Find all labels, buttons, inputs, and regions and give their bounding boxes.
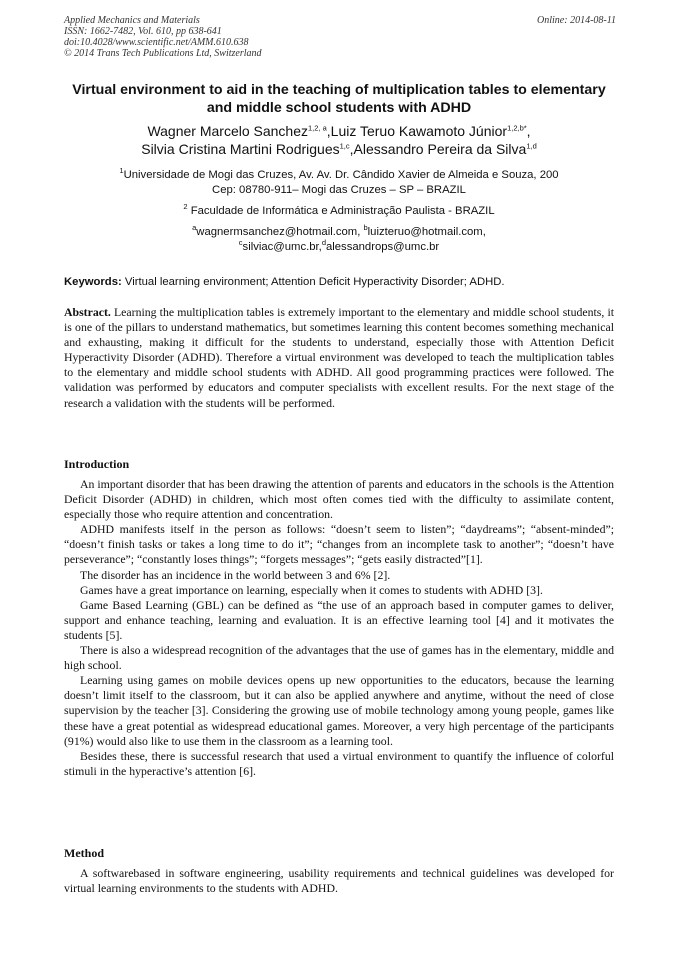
paragraph: ADHD manifests itself in the person as follows: “doesn’t seem to listen”; “daydreams”; “absent-minded”; “doesn’t finish tasks or takes a long time to do it”; “changes from an incomplete task to another”; “doesn’t have perseverance”; “constantly loses things”; “forgets messages”; “gets easily distracted”[1]. (64, 522, 614, 567)
section-heading-method: Method (64, 846, 104, 860)
keywords-text: Virtual learning environment; Attention Deficit Hyperactivity Disorder; ADHD. (121, 276, 505, 288)
author-line-1 (64, 122, 614, 140)
author-affiliation-mark: 1,d (526, 141, 537, 151)
author-separator: , (526, 123, 531, 139)
paragraph: Besides these, there is successful research that used a virtual environment to quantify the influence of colorful stimuli in the hyperactive’s attention [6]. (64, 748, 614, 778)
affiliation-1 (64, 168, 614, 197)
paragraph: Learning using games on mobile devices opens up new opportunities to the educators, because the learning doesn’t limit itself to the classroom, but it can also be applied anywhere and anytime, without the need of close supervision by the teacher [3]. Considering the growing use of mobile technology among young people, games like these have a great potential as widespread educational games. Moreover, a very high percentage of the participants (91%) would also like to use them in the classroom as a learning tool. (64, 673, 614, 748)
journal-issn: ISSN: 1662-7482, Vol. 610, pp 638-641 (64, 26, 222, 37)
abstract-text: Learning the multiplication tables is extremely important to the elementary and middle school students, it is one of the pillars to understand mathematics, but sometimes learning this content becomes something mechanical and exhausting, making it difficult for the students to understand, especially those with Attention Deficit Hyperactivity Disorder (ADHD). Therefore a virtual environment was developed to teach the multiplication tables to the elementary and middle school students with ADHD. All good programming practices were followed. The validation was performed by educators and computer specialists with excellent results. For the next stage of the research a validation with the students will be performed. (64, 305, 614, 410)
paragraph: Games have a great importance on learning, especially when it comes to students with ADHD [3]. (80, 582, 543, 597)
author-list (64, 122, 614, 158)
paragraph: The disorder has an incidence in the world between 3 and 6% [2]. (80, 567, 391, 582)
paragraph: There is also a widespread recognition of the advantages that the use of games has in the elementary, middle and high school. (64, 643, 614, 673)
affiliation-text: Universidade de Mogi das Cruzes, Av. Av. Dr. Cândido Xavier de Almeida e Souza, 200 (123, 169, 559, 181)
journal-doi: doi:10.4028/www.scientific.net/AMM.610.638 (64, 37, 249, 48)
paragraph: A softwarebased in software engineering, usability requirements and technical guidelines was developed for virtual learning environments to the students with ADHD. (64, 866, 614, 896)
author-affiliation-mark: 1,2, a (308, 123, 327, 133)
journal-name: Applied Mechanics and Materials (64, 15, 200, 26)
introduction-body (64, 477, 614, 779)
author-affiliation-mark: 1,2,b* (507, 123, 527, 133)
journal-copyright: © 2014 Trans Tech Publications Ltd, Switzerland (64, 48, 262, 59)
affiliation-mark: 2 (183, 202, 188, 212)
affiliation-text: Faculdade de Informática e Administração Paulista - BRAZIL (187, 205, 495, 217)
author-emails: $^a$wagnermsanchez@hotmail.com, $^b$luizteruo@hotmail.com, $^c$silviac@umc.br,$^d$alessandrops@umc.br (192, 223, 486, 253)
paper-title: Virtual environment to aid in the teaching of multiplication tables to elementary and middle school students with ADHD (72, 82, 606, 116)
affiliation-address: Cep: 08780-911– Mogi das Cruzes – SP – BRAZIL (212, 183, 466, 196)
section-heading-introduction: Introduction (64, 457, 130, 471)
email-link[interactable]: luizteruo@hotmail.com, (367, 226, 486, 238)
keywords (64, 275, 616, 289)
paragraph: An important disorder that has been drawing the attention of parents and educators in the schools is the Attention Deficit Disorder (ADHD) in children, which most often comes tied with the difficulty to assimilate content, especially those who require attention and concentration. (64, 477, 614, 522)
abstract (64, 305, 614, 411)
affiliation-2 (64, 204, 614, 219)
author-affiliation-mark: 1,c (339, 141, 350, 151)
email-link[interactable]: wagnermsanchez@hotmail.com, (196, 226, 364, 238)
author-name: Wagner Marcelo Sanchez (147, 123, 308, 139)
journal-header (64, 15, 262, 59)
author-name: ,Alessandro Pereira da Silva (349, 141, 527, 157)
affiliation-mark: 1 (119, 166, 124, 176)
method-body (64, 866, 614, 896)
author-line-2 (64, 140, 614, 158)
abstract-label: Abstract. (64, 305, 111, 319)
keywords-label: Keywords: (64, 276, 122, 288)
email-link[interactable]: silviac@umc.br, (242, 240, 322, 253)
author-name: ,Luiz Teruo Kawamoto Júnior (326, 123, 508, 139)
email-link[interactable]: alessandrops@umc.br (325, 240, 440, 253)
author-name: Silvia Cristina Martini Rodrigues (141, 141, 340, 157)
online-date: Online: 2014-08-11 (537, 15, 616, 26)
paragraph: Game Based Learning (GBL) can be defined as “the use of an approach based in computer games to deliver, support and enhance teaching, learning and evaluation. It is an effective learning tool [4] and it motivates the students [5]. (64, 597, 614, 642)
